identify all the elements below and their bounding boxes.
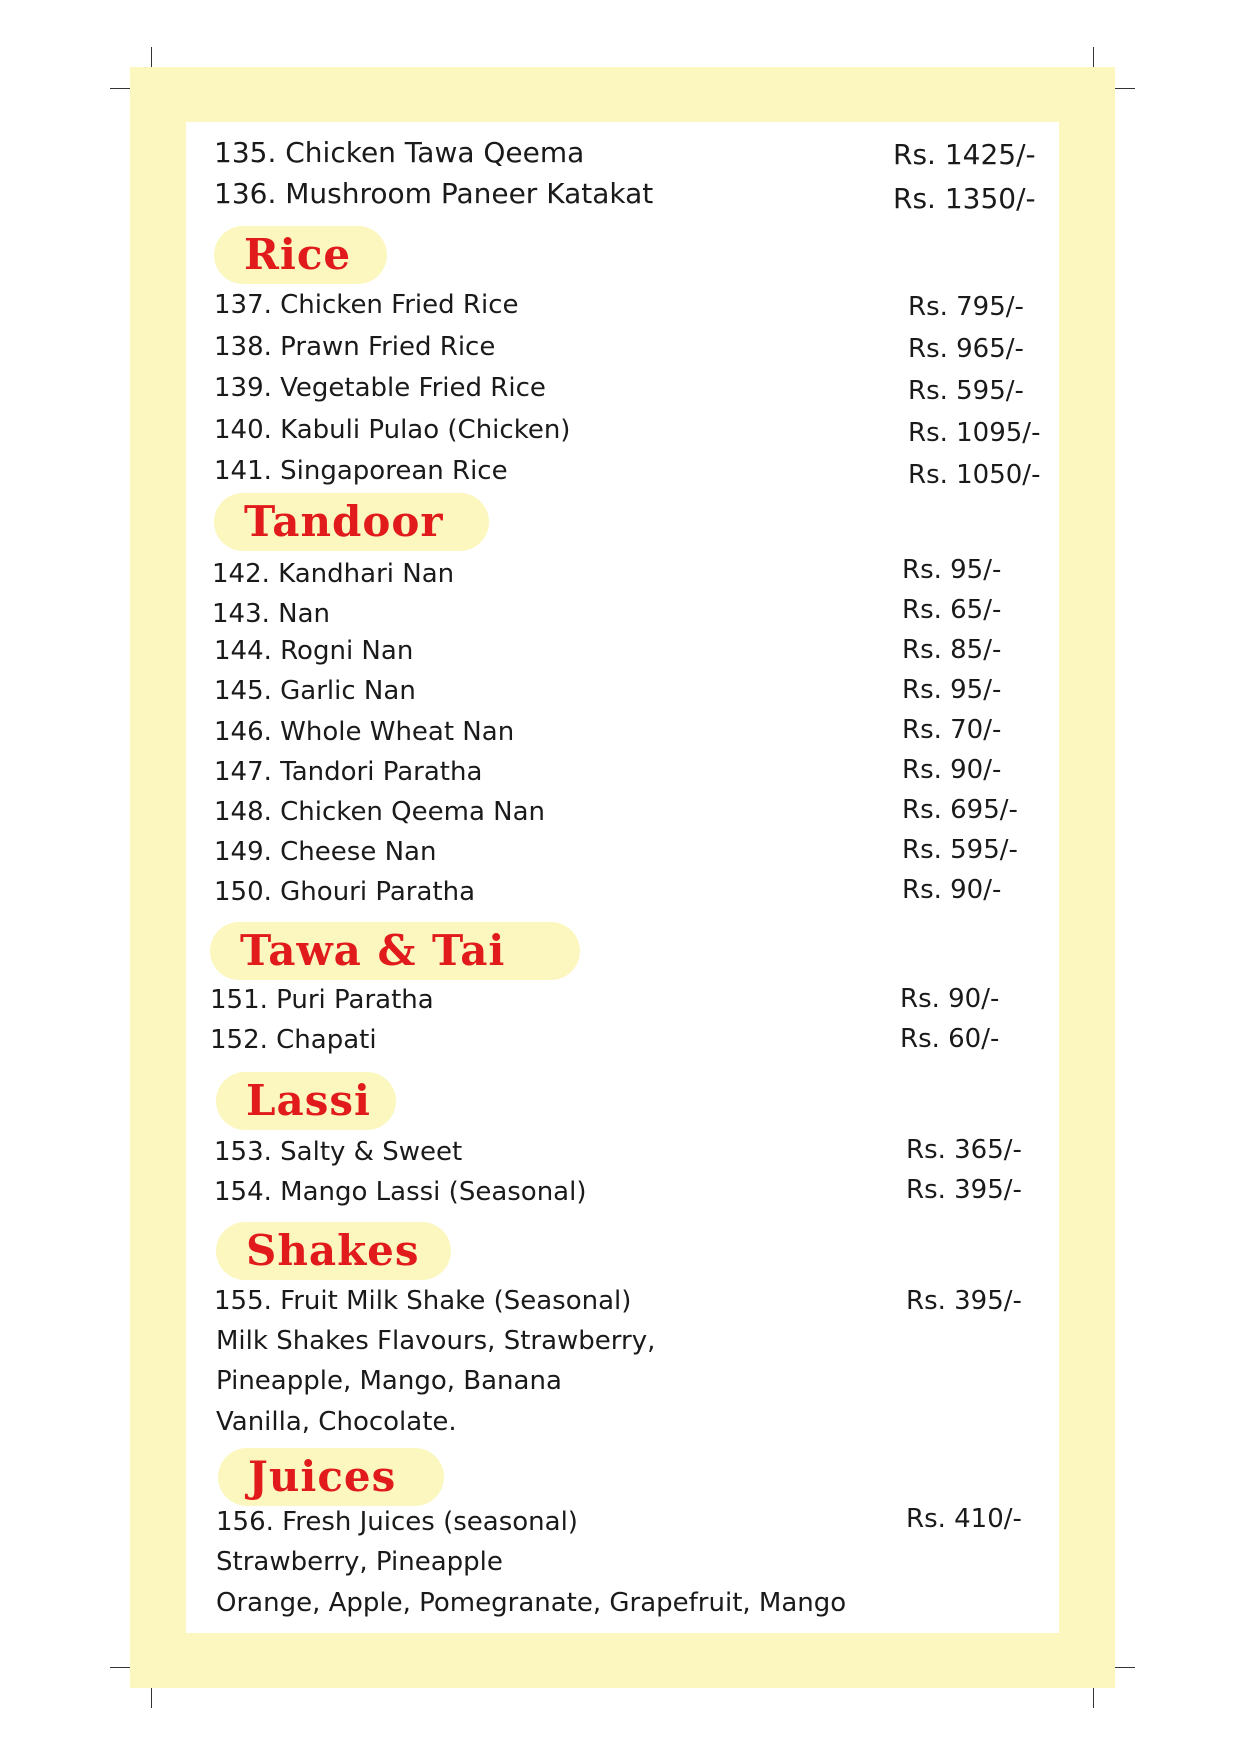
crop-mark (1115, 88, 1135, 89)
item-price: Rs. 90/- (900, 984, 1000, 1014)
section-header-tandoor: Tandoor (214, 493, 489, 551)
crop-mark (151, 47, 152, 67)
crop-mark (1115, 1667, 1135, 1668)
menu-item: 141. Singaporean Rice (214, 456, 508, 486)
menu-item: 140. Kabuli Pulao (Chicken) (214, 415, 571, 445)
menu-item: 143. Nan (212, 599, 331, 629)
menu-item: 137. Chicken Fried Rice (214, 290, 519, 320)
menu-item: 135. Chicken Tawa Qeema (214, 136, 585, 169)
crop-mark (110, 88, 130, 89)
item-price: Rs. 395/- (906, 1175, 1022, 1205)
section-header-rice: Rice (214, 226, 387, 284)
section-header-juices: Juices (218, 1448, 444, 1506)
menu-item: 152. Chapati (210, 1025, 377, 1055)
item-price: Rs. 695/- (902, 795, 1018, 825)
item-description: Pineapple, Mango, Banana (216, 1366, 562, 1396)
menu-item: 156. Fresh Juices (seasonal) (216, 1507, 578, 1537)
item-price: Rs. 1095/- (908, 418, 1041, 448)
item-price: Rs. 795/- (908, 292, 1024, 322)
item-description: Orange, Apple, Pomegranate, Grapefruit, Mango (216, 1588, 847, 1618)
section-header-lassi: Lassi (216, 1072, 396, 1130)
item-price: Rs. 965/- (908, 334, 1024, 364)
item-price: Rs. 1350/- (893, 182, 1036, 215)
menu-item: 147. Tandori Paratha (214, 757, 483, 787)
menu-item: 139. Vegetable Fried Rice (214, 373, 546, 403)
item-description: Vanilla, Chocolate. (216, 1407, 457, 1437)
section-header-tawa-tai: Tawa & Tai (210, 922, 580, 980)
menu-item: 154. Mango Lassi (Seasonal) (214, 1177, 587, 1207)
menu-item: 145. Garlic Nan (214, 676, 416, 706)
menu-item: 136. Mushroom Paneer Katakat (214, 177, 654, 210)
item-price: Rs. 70/- (902, 715, 1002, 745)
menu-item: 151. Puri Paratha (210, 985, 434, 1015)
menu-item: 142. Kandhari Nan (212, 559, 455, 589)
item-price: Rs. 65/- (902, 595, 1002, 625)
item-price: Rs. 1050/- (908, 460, 1041, 490)
item-price: Rs. 1425/- (893, 138, 1036, 171)
menu-item: 150. Ghouri Paratha (214, 877, 476, 907)
menu-item: 155. Fruit Milk Shake (Seasonal) (214, 1286, 632, 1316)
item-price: Rs. 95/- (902, 675, 1002, 705)
crop-mark (1093, 47, 1094, 67)
item-price: Rs. 90/- (902, 755, 1002, 785)
menu-item: 138. Prawn Fried Rice (214, 332, 496, 362)
section-header-shakes: Shakes (216, 1222, 451, 1280)
item-price: Rs. 410/- (906, 1504, 1022, 1534)
menu-item: 148. Chicken Qeema Nan (214, 797, 546, 827)
menu-item: 149. Cheese Nan (214, 837, 437, 867)
item-price: Rs. 595/- (902, 835, 1018, 865)
item-price: Rs. 95/- (902, 555, 1002, 585)
item-description: Milk Shakes Flavours, Strawberry, (216, 1326, 656, 1356)
menu-item: 153. Salty & Sweet (214, 1137, 463, 1167)
crop-mark (1093, 1688, 1094, 1708)
menu-item: 146. Whole Wheat Nan (214, 717, 515, 747)
item-price: Rs. 365/- (906, 1135, 1022, 1165)
item-price: Rs. 595/- (908, 376, 1024, 406)
menu-item: 144. Rogni Nan (214, 636, 414, 666)
item-description: Strawberry, Pineapple (216, 1547, 503, 1577)
item-price: Rs. 60/- (900, 1024, 1000, 1054)
item-price: Rs. 395/- (906, 1286, 1022, 1316)
item-price: Rs. 90/- (902, 875, 1002, 905)
item-price: Rs. 85/- (902, 635, 1002, 665)
crop-mark (110, 1667, 130, 1668)
crop-mark (151, 1688, 152, 1708)
